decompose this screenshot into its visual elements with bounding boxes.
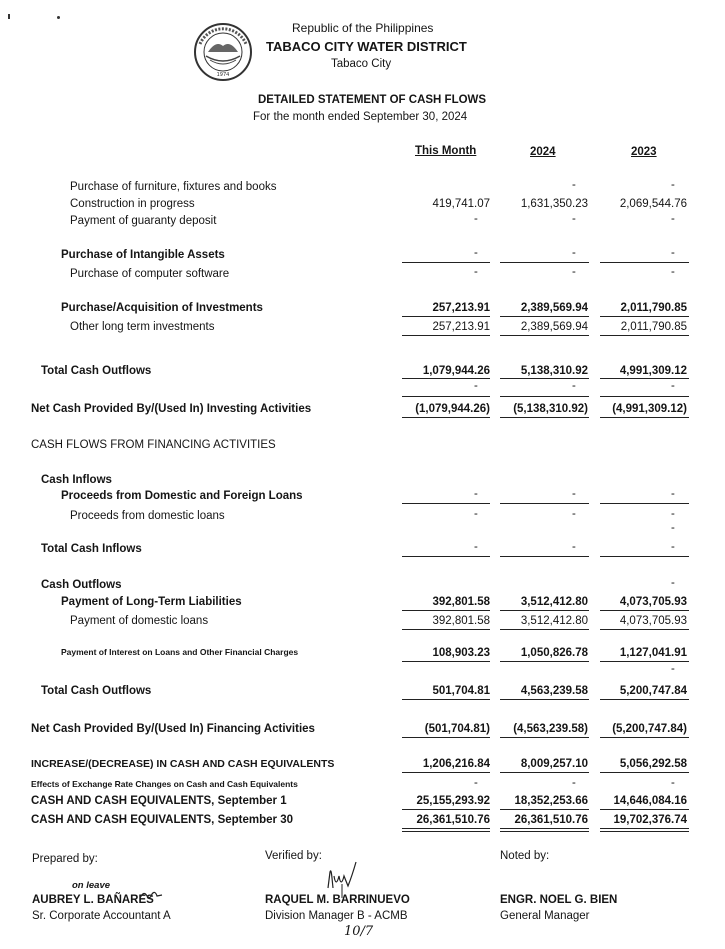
row-value-col2: -: [671, 541, 675, 553]
underline-rule: [600, 503, 689, 504]
underline-rule: [600, 417, 689, 418]
row-value-col1: 3,512,412.80: [520, 615, 588, 627]
row-label: Payment of guaranty deposit: [70, 215, 217, 227]
verified-name: RAQUEL M. BARRINUEVO: [265, 894, 410, 906]
row-value-col0: -: [474, 488, 478, 500]
row-value-col0: 1,206,216.84: [422, 758, 490, 770]
row-label: Total Cash Outflows: [41, 365, 152, 377]
row-value-col2: (4,991,309.12): [612, 403, 687, 415]
row-value-col1: 2,389,569.94: [520, 302, 588, 314]
row-value-col2: 14,646,084.16: [613, 795, 687, 807]
row-value-col0: 25,155,293.92: [416, 795, 490, 807]
svg-text:1974: 1974: [216, 72, 230, 78]
row-value-col0: -: [474, 247, 478, 259]
underline-rule: [402, 661, 490, 662]
underline-rule: [600, 772, 689, 773]
row-value-col2: -: [671, 522, 675, 534]
row-value-col0: -: [474, 266, 478, 278]
underline-rule: [402, 629, 490, 630]
row-value-col1: 26,361,510.76: [514, 814, 588, 826]
row-value-col2: 2,069,544.76: [619, 198, 687, 210]
row-value-col1: -: [572, 508, 576, 520]
row-label: Cash Outflows: [41, 579, 122, 591]
row-value-col1: -: [572, 541, 576, 553]
prepared-name: AUBREY L. BAÑARES: [32, 894, 154, 906]
row-value-col0: 392,801.58: [432, 615, 490, 627]
underline-rule: [600, 316, 689, 317]
underline-rule: [600, 699, 689, 700]
statement-title: DETAILED STATEMENT OF CASH FLOWS: [258, 94, 487, 106]
row-value-col2: 5,056,292.58: [619, 758, 687, 770]
underline-rule: [500, 262, 589, 263]
row-label: Proceeds from domestic loans: [70, 510, 225, 522]
underline-rule: [500, 378, 589, 379]
underline-rule: [600, 396, 689, 397]
row-value-col0: 26,361,510.76: [416, 814, 490, 826]
row-value-col1: 8,009,257.10: [520, 758, 588, 770]
underline-rule: [402, 556, 490, 557]
scan-mark: [57, 16, 60, 19]
underline-rule: [500, 610, 589, 611]
underline-rule: [402, 772, 490, 773]
row-label: Purchase/Acquisition of Investments: [61, 302, 263, 314]
row-value-col1: -: [572, 179, 576, 191]
col-header-this-month: This Month: [415, 145, 477, 157]
row-label: CASH FLOWS FROM FINANCING ACTIVITIES: [31, 439, 276, 451]
underline-rule: [600, 556, 689, 557]
row-value-col2: 2,011,790.85: [620, 321, 687, 333]
underline-rule: [402, 396, 490, 397]
row-value-col2: -: [671, 508, 675, 520]
underline-rule: [500, 737, 589, 738]
underline-rule: [402, 699, 490, 700]
row-label: Construction in progress: [70, 198, 195, 210]
row-label: Cash Inflows: [41, 474, 112, 486]
underline-rule: [500, 629, 589, 630]
row-value-col0: 108,903.23: [432, 647, 490, 659]
row-value-col2: -: [671, 179, 675, 191]
col-header-2024: 2024: [530, 146, 556, 158]
underline-rule: [402, 737, 490, 738]
row-value-col0: -: [474, 380, 478, 392]
row-value-col1: -: [572, 380, 576, 392]
row-value-col2: -: [671, 663, 675, 675]
row-value-col1: -: [572, 247, 576, 259]
row-value-col0: 257,213.91: [432, 302, 490, 314]
row-value-col2: -: [671, 380, 675, 392]
row-value-col2: 4,991,309.12: [619, 365, 687, 377]
row-label: INCREASE/(DECREASE) IN CASH AND CASH EQUIVALENTS: [31, 758, 335, 770]
underline-rule: [500, 417, 589, 418]
row-value-col1: 1,050,826.78: [520, 647, 588, 659]
underline-rule: [402, 262, 490, 263]
underline-rule: [402, 503, 490, 504]
row-value-col2: -: [671, 213, 675, 225]
row-value-col0: 257,213.91: [432, 321, 490, 333]
row-value-col1: 1,631,350.23: [520, 198, 588, 210]
scan-mark: [8, 14, 10, 19]
noted-name: ENGR. NOEL G. BIEN: [500, 894, 618, 906]
row-value-col2: -: [671, 777, 675, 789]
row-label: Total Cash Inflows: [41, 543, 142, 555]
underline-rule: [500, 809, 589, 810]
row-value-col2: -: [671, 247, 675, 259]
city-label: Tabaco City: [331, 58, 392, 70]
row-value-col0: 1,079,944.26: [422, 365, 490, 377]
row-value-col1: (4,563,239.58): [513, 723, 588, 735]
seal-logo-icon: [188, 22, 258, 82]
row-value-col0: -: [474, 541, 478, 553]
row-label: Proceeds from Domestic and Foreign Loans: [61, 490, 303, 502]
double-underline-rule: [402, 828, 490, 832]
underline-rule: [600, 809, 689, 810]
row-label: CASH AND CASH EQUIVALENTS, September 30: [31, 814, 293, 826]
row-label: Total Cash Outflows: [41, 685, 152, 697]
row-value-col1: 5,138,310.92: [520, 365, 588, 377]
row-value-col1: (5,138,310.92): [513, 403, 588, 415]
row-value-col0: 501,704.81: [432, 685, 490, 697]
underline-rule: [402, 316, 490, 317]
underline-rule: [402, 809, 490, 810]
row-value-col1: 3,512,412.80: [520, 596, 588, 608]
prepared-note: on leave: [72, 880, 111, 891]
row-value-col2: -: [671, 488, 675, 500]
row-label: CASH AND CASH EQUIVALENTS, September 1: [31, 795, 287, 807]
row-label: Payment of domestic loans: [70, 615, 209, 627]
noted-position: General Manager: [500, 910, 590, 922]
row-label: Net Cash Provided By/(Used In) Investing Activities: [31, 403, 312, 415]
underline-rule: [500, 699, 589, 700]
row-value-col2: 4,073,705.93: [619, 596, 687, 608]
row-value-col2: 4,073,705.93: [619, 615, 687, 627]
row-value-col2: -: [671, 266, 675, 278]
noted-by-caption: Noted by:: [500, 850, 550, 862]
row-value-col1: -: [572, 488, 576, 500]
row-label: Purchase of furniture, fixtures and books: [70, 181, 277, 193]
underline-rule: [500, 661, 589, 662]
row-value-col2: 19,702,376.74: [613, 814, 687, 826]
underline-rule: [500, 556, 589, 557]
row-value-col1: -: [572, 777, 576, 789]
row-label: Purchase of computer software: [70, 268, 230, 280]
row-value-col0: 392,801.58: [432, 596, 490, 608]
republic-label: Republic of the Philippines: [292, 21, 434, 35]
row-value-col2: 1,127,041.91: [619, 647, 687, 659]
underline-rule: [402, 417, 490, 418]
underline-rule: [600, 335, 689, 336]
row-label: Payment of Interest on Loans and Other Financial Charges: [61, 647, 299, 657]
row-label: Other long term investments: [70, 321, 215, 333]
row-value-col1: -: [572, 213, 576, 225]
underline-rule: [500, 335, 589, 336]
underline-rule: [402, 335, 490, 336]
underline-rule: [402, 378, 490, 379]
row-value-col0: (1,079,944.26): [415, 403, 490, 415]
row-value-col0: (501,704.81): [424, 723, 490, 735]
prepared-initials-signature: [138, 888, 164, 902]
row-value-col0: -: [474, 213, 478, 225]
verified-position: Division Manager B - ACMB: [265, 910, 408, 922]
row-value-col1: 2,389,569.94: [520, 321, 588, 333]
double-underline-rule: [500, 828, 589, 832]
underline-rule: [500, 503, 589, 504]
row-label: Payment of Long-Term Liabilities: [61, 596, 242, 608]
col-header-2023: 2023: [631, 146, 657, 158]
row-label: Net Cash Provided By/(Used In) Financing Activities: [31, 723, 315, 735]
row-value-col2: 2,011,790.85: [620, 302, 687, 314]
row-value-col1: 4,563,239.58: [520, 685, 588, 697]
row-value-col0: 419,741.07: [432, 198, 490, 210]
row-value-col0: -: [474, 777, 478, 789]
double-underline-rule: [600, 828, 689, 832]
verified-by-caption: Verified by:: [265, 850, 322, 862]
row-label: Effects of Exchange Rate Changes on Cash and Cash Equivalents: [31, 779, 298, 789]
underline-rule: [600, 737, 689, 738]
row-value-col2: (5,200,747.84): [612, 723, 687, 735]
row-value-col1: -: [572, 266, 576, 278]
underline-rule: [600, 610, 689, 611]
row-label: Purchase of Intangible Assets: [61, 249, 225, 261]
underline-rule: [600, 262, 689, 263]
verified-handwritten-date: 10/7: [344, 924, 374, 939]
underline-rule: [500, 772, 589, 773]
prepared-by-caption: Prepared by:: [32, 853, 98, 865]
row-value-col2: -: [671, 577, 675, 589]
underline-rule: [600, 378, 689, 379]
district-name: TABACO CITY WATER DISTRICT: [266, 39, 467, 54]
underline-rule: [600, 629, 689, 630]
underline-rule: [500, 316, 589, 317]
underline-rule: [600, 661, 689, 662]
row-value-col1: 18,352,253.66: [514, 795, 588, 807]
underline-rule: [500, 396, 589, 397]
verified-signature: [322, 858, 372, 898]
row-value-col0: -: [474, 508, 478, 520]
row-value-col2: 5,200,747.84: [619, 685, 687, 697]
statement-period: For the month ended September 30, 2024: [253, 111, 468, 123]
underline-rule: [402, 610, 490, 611]
prepared-position: Sr. Corporate Accountant A: [32, 910, 171, 922]
